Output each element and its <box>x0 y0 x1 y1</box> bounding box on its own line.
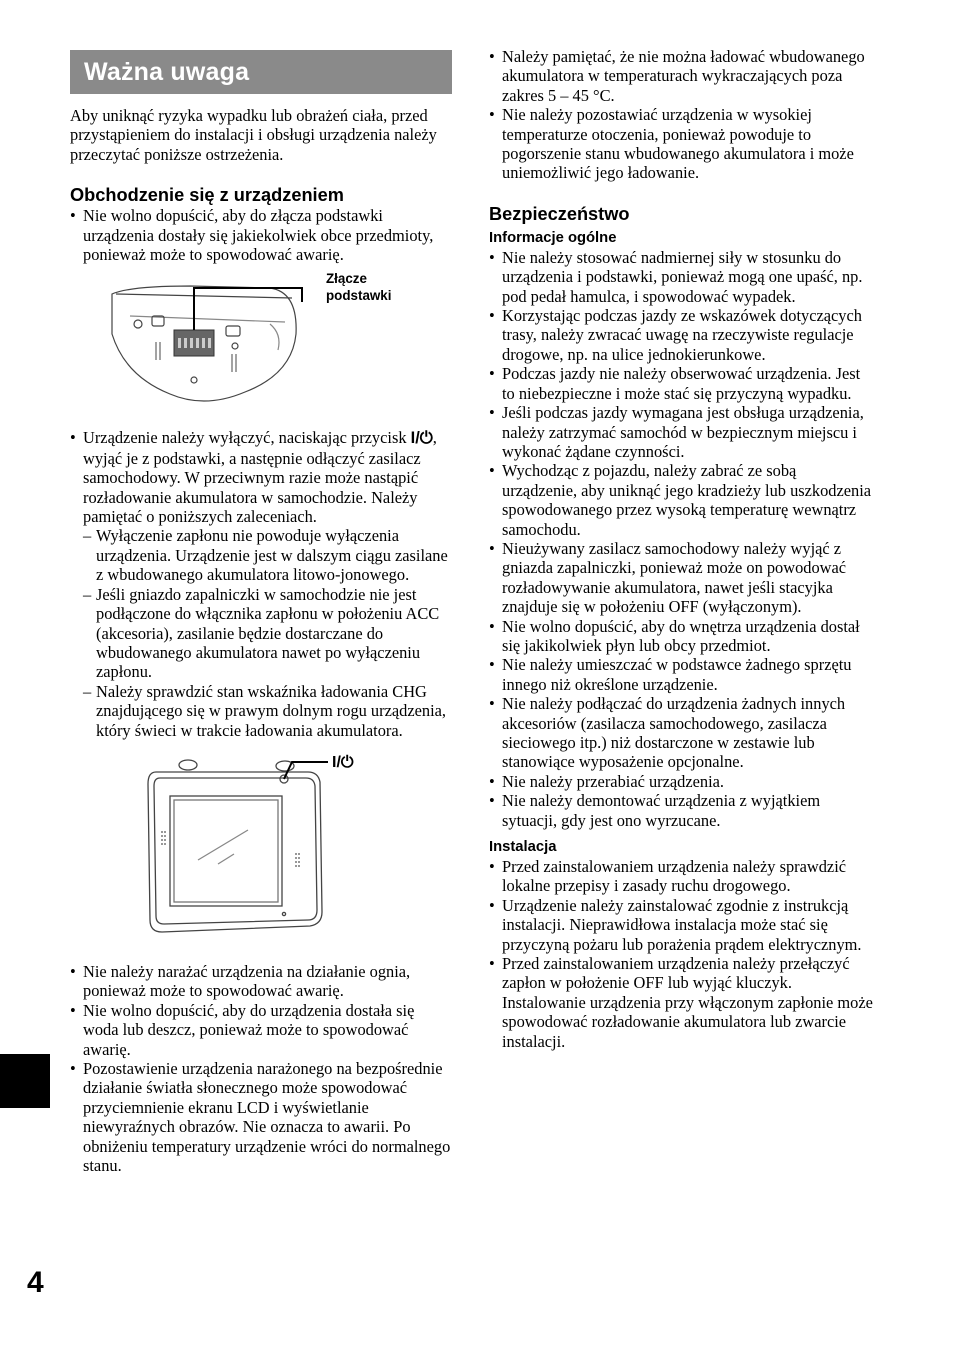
list-item: • Wychodząc z pojazdu, należy zabrać ze sobą urządzenie, aby uniknąć jego kradzieży lub uszkodzenia spowodowanego przez wysoką temperaturę wewnątrz samochodu. <box>489 461 874 539</box>
installation-list <box>489 857 874 1051</box>
list-item <box>70 428 452 740</box>
list-item: • Przed zainstalowaniem urządzenia należy sprawdzić lokalne przepisy i zasady ruchu drogowego. <box>489 857 874 896</box>
safety-heading: Bezpieczeństwo <box>489 203 630 224</box>
power-button-callout: I/⏻ <box>332 753 354 771</box>
installation-heading: Instalacja <box>489 839 557 856</box>
list-item: • Urządzenie należy zainstalować zgodnie z instrukcją instalacji. Nieprawidłowa instalacja może stać się przyczyną pożaru lub porażenia prądem elektrycznym. <box>489 896 874 954</box>
list-item: • Nie wolno dopuścić, aby do urządzenia dostała się woda lub deszcz, ponieważ może to spowodować awarię. <box>70 1001 452 1059</box>
device-illustration <box>70 752 452 962</box>
list-item: • Nie należy pozostawiać urządzenia w wysokiej temperaturze otoczenia, ponieważ powoduje to pogorszenie stanu wbudowanego akumulatora i może uniemożliwić jego ładowanie. <box>489 105 874 183</box>
left-column <box>70 50 452 1175</box>
dash-item: – Wyłączenie zapłonu nie powoduje wyłączenia urządzenia. Urządzenie jest w dalszym ciągu zasilane z wbudowanego akumulatora litowo-jonowego. <box>83 526 452 584</box>
text-run: , wyjąć je z podstawki, a następnie odłączyć zasilacz samochodowy. W przeciwnym razie może nastąpić rozładowanie akumulatora w samochodzie. Należy pamiętać o poniższych zaleceniach. <box>83 428 437 527</box>
text-run: Urządzenie należy wyłączyć, naciskając przycisk <box>83 428 411 448</box>
cradle-connector-figure <box>70 264 452 424</box>
dash-item: – Jeśli gniazdo zapalniczki w samochodzie nie jest podłączone do włącznika zapłonu w położeniu ACC (akcesoria), zasilanie będzie dostarczane do wbudowanego akumulatora nawet po wyłączeniu zapłonu. <box>83 585 452 682</box>
list-item: • Nie należy demontować urządzenia z wyjątkiem sytuacji, gdy jest ono wyrzucane. <box>489 791 874 830</box>
list-item: • Nie należy umieszczać w podstawce żadnego sprzętu innego niż określone urządzenie. <box>489 655 874 694</box>
cradle-connector-illustration <box>70 264 452 424</box>
list-item: • Należy pamiętać, że nie można ładować wbudowanego akumulatora w temperaturach wykraczających poza zakres 5 – 45 °C. <box>489 47 874 105</box>
handling-list-1 <box>70 206 452 264</box>
list-item: • Jeśli podczas jazdy wymagana jest obsługa urządzenia, należy zatrzymać samochód w bezpiecznym miejscu i wykonać żądane czynności. <box>489 403 874 461</box>
general-info-list <box>489 248 874 830</box>
intro-paragraph: Aby uniknąć ryzyka wypadku lub obrażeń ciała, przed przystąpieniem do instalacji i obsługi urządzenia należy przeczytać poniższe ostrzeżenia. <box>70 106 437 164</box>
callout-line: podstawki <box>326 288 392 304</box>
list-item: • Korzystając podczas jazdy ze wskazówek dotyczących trasy, należy zwracać uwagę na rzeczywiste regulacje drogowe, np. na ulice jednokierunkowe. <box>489 306 874 364</box>
connector-callout <box>326 270 391 304</box>
list-item: • Nie należy podłączać do urządzenia żadnych innych akcesoriów (zasilacza samochodowego, zasilacza sieciowego itp.) niż dostarczone w zestawie lub stanowiące wyposażenie opcjonalne. <box>489 694 874 772</box>
list-item: • Nie wolno dopuścić, aby do wnętrza urządzenia dostał się jakikolwiek płyn lub obcy przedmiot. <box>489 617 874 656</box>
list-item: • Nie należy narażać urządzenia na działanie ognia, ponieważ może to spowodować awarię. <box>70 962 452 1001</box>
list-item: • Nie należy stosować nadmiernej siły w stosunku do urządzenia i podstawki, ponieważ mogą one upaść, np. pod pedał hamulca, i spowodować wypadek. <box>489 248 874 306</box>
handling-list-2 <box>70 428 452 740</box>
page-title: Ważna uwaga <box>84 57 250 86</box>
list-item: • Podczas jazdy nie należy obserwować urządzenia. Jest to niebezpieczne i może stać się przyczyną wypadku. <box>489 364 874 403</box>
right-column <box>489 47 874 1051</box>
page-number: 4 <box>27 1266 44 1299</box>
list-item: • Przed zainstalowaniem urządzenia należy przełączyć zapłon w położenie OFF lub wyjąć kluczyk. Instalowanie urządzenia przy włączonym zapłonie może spowodować rozładowanie akumulatora lub zwarcie instalacji. <box>489 954 874 1051</box>
title-bar <box>70 50 452 94</box>
device-figure <box>70 752 452 962</box>
list-item: • Pozostawienie urządzenia narażonego na bezpośrednie działanie światła słonecznego może spowodować przyciemnienie ekranu LCD i wyświetlanie niewyraźnych obrazów. Nie oznacza to awarii. Po obniżeniu temperatury urządzenie wróci do normalnego stanu. <box>70 1059 452 1175</box>
list-item: • Nieużywany zasilacz samochodowy należy wyjąć z gniazda zapalniczki, ponieważ może on powodować rozładowywanie akumulatora, nawet jeśli stacyjka znajduje się w położeniu OFF (wyłączonym). <box>489 539 874 617</box>
general-info-heading: Informacje ogólne <box>489 229 617 246</box>
battery-notes-list <box>489 47 874 183</box>
section-tab-marker <box>0 1054 50 1108</box>
handling-list-3 <box>70 962 452 1175</box>
callout-line: Złącze <box>326 271 367 287</box>
handling-heading: Obchodzenie się z urządzeniem <box>70 185 344 206</box>
dash-list <box>83 526 452 739</box>
list-item: • Nie należy przerabiać urządzenia. <box>489 772 874 791</box>
dash-item: – Należy sprawdzić stan wskaźnika ładowania CHG znajdującego się w prawym dolnym rogu urządzenia, który świeci w trakcie ładowania akumulatora. <box>83 682 452 740</box>
list-item: • Nie wolno dopuścić, aby do złącza podstawki urządzenia dostały się jakiekolwiek obce przedmioty, ponieważ może to spowodować awarię. <box>70 206 452 264</box>
power-symbol: I/⏻ <box>410 429 433 448</box>
